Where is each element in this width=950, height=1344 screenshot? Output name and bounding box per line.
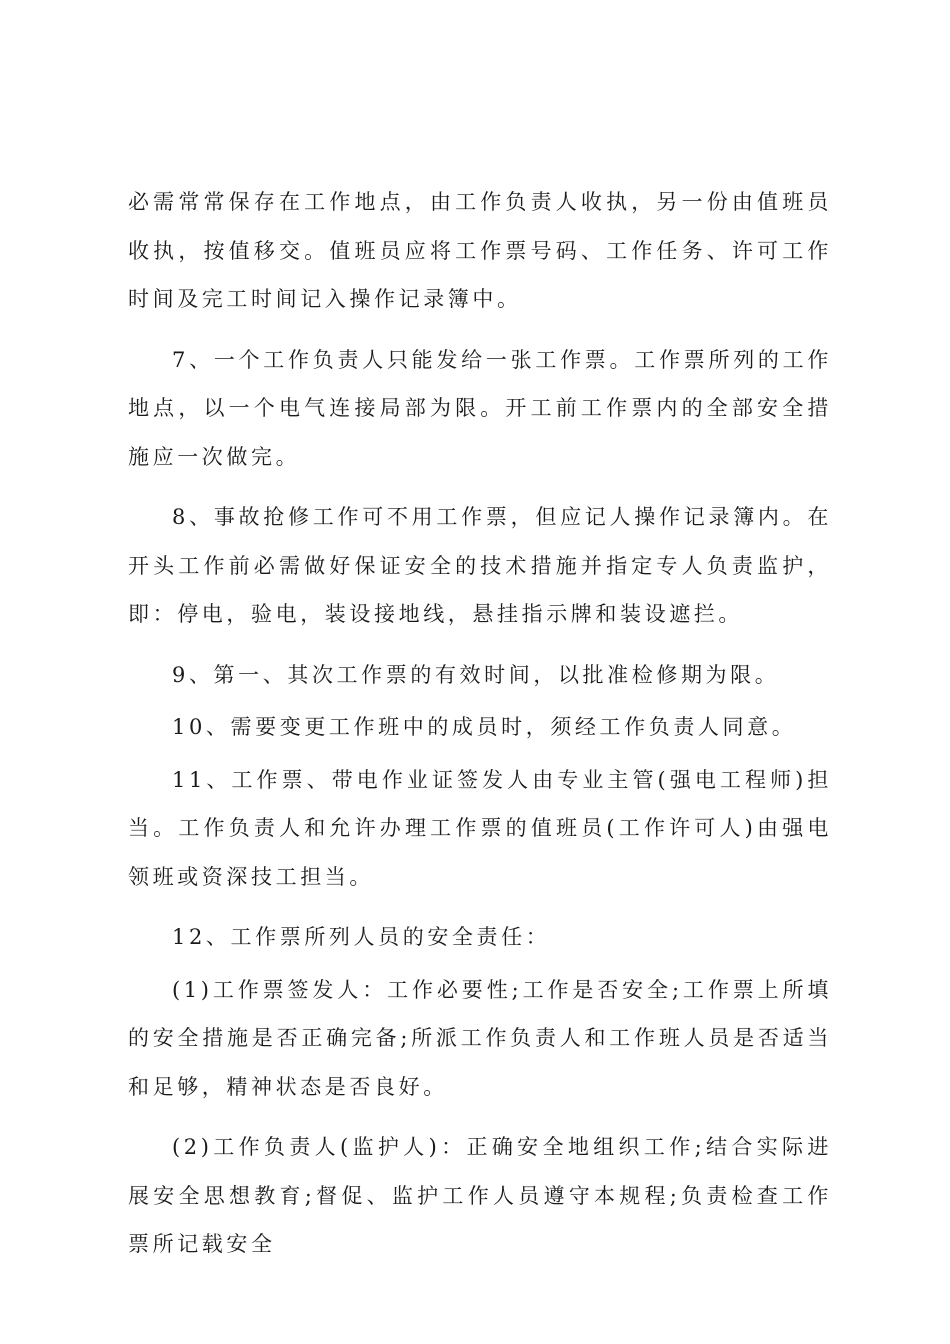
paragraph-subitem-2: (2)工作负责人(监护人)：正确安全地组织工作;结合实际进展安全思想教育;督促、监护工作人员遵守本规程;负责检查工作票所记载安全: [128, 1135, 832, 1256]
paragraph-item-11: 11、工作票、带电作业证签发人由专业主管(强电工程师)担当。工作负责人和允许办理工作票的值班员(工作许可人)由强电领班或资深技工担当。: [128, 767, 832, 889]
paragraph-item-7: 7、一个工作负责人只能发给一张工作票。工作票所列的工作地点，以一个电气连接局部为限。开工前工作票内的全部安全措施应一次做完。: [128, 347, 832, 469]
paragraph-item-12: 12、工作票所列人员的安全责任：: [172, 925, 551, 949]
paragraph-continuation: 必需常常保存在工作地点，由工作负责人收执，另一份由值班员收执，按值移交。值班员应将工作票号码、工作任务、许可工作时间及完工时间记入操作记录簿中。: [128, 190, 832, 311]
paragraph-subitem-1: (1)工作票签发人：工作必要性;工作是否安全;工作票上所填的安全措施是否正确完备;所派工作负责人和工作班人员是否适当和足够，精神状态是否良好。: [128, 977, 832, 1099]
document-body: [128, 178, 832, 1281]
paragraph-item-8: 8、事故抢修工作可不用工作票，但应记人操作记录簿内。在开头工作前必需做好保证安全的技术措施并指定专人负责监护，即：停电，验电，装设接地线，悬挂指示牌和装设遮拦。: [128, 505, 832, 626]
paragraph-item-10: 10、需要变更工作班中的成员时，须经工作负责人同意。: [172, 715, 797, 739]
paragraph-item-9: 9、第一、其次工作票的有效时间，以批准检修期为限。: [172, 662, 780, 687]
